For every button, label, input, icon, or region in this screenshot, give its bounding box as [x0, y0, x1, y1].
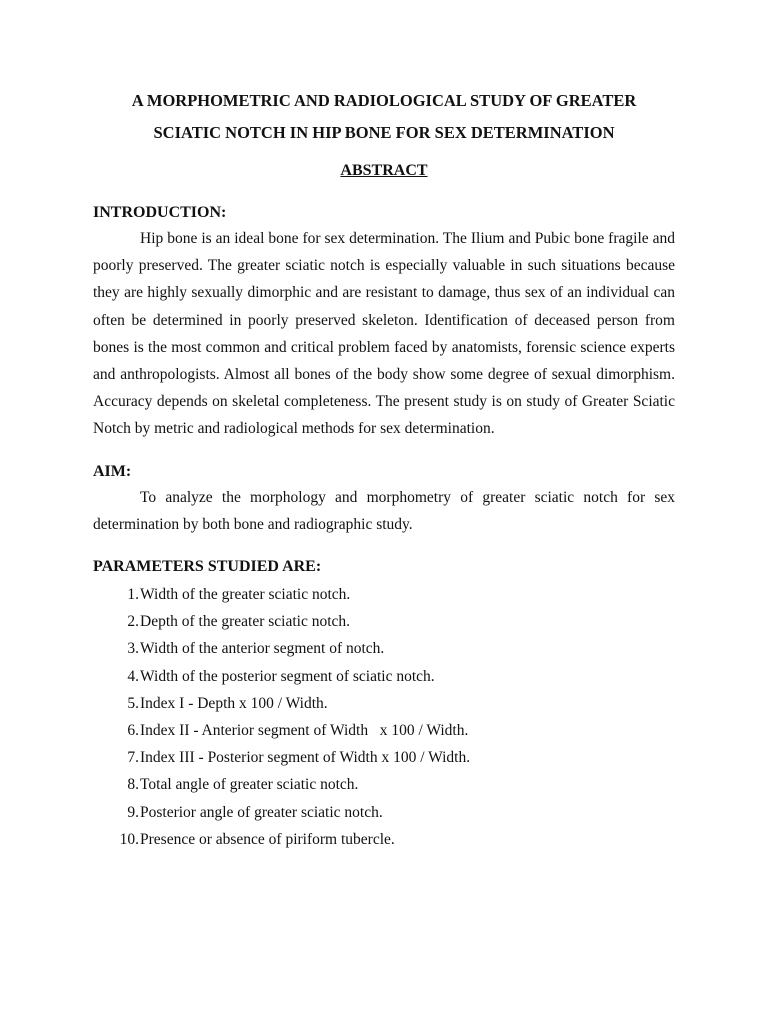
list-item-number: 6.: [127, 722, 139, 740]
list-item-number: 7.: [127, 749, 139, 767]
list-item: [93, 826, 675, 853]
abstract-heading: ABSTRACT: [340, 162, 428, 179]
list-item-number: 10.: [119, 830, 139, 848]
paper-title-line-1: A MORPHOMETRIC AND RADIOLOGICAL STUDY OF GREATER: [131, 91, 637, 110]
list-item-number: 8.: [127, 776, 139, 794]
paper-title: [93, 85, 675, 149]
list-item-text: Total angle of greater sciatic notch.: [140, 776, 359, 794]
introduction-paragraph: Hip bone is an ideal bone for sex determination. The Ilium and Pubic bone fragile and poorly preserved. The greater sciatic notch is especially valuable in such situations because they are highly sexually dimorphic and are resistant to damage, thus sex of an individual can often be determined in poorly preserved skeleton. Identification of deceased person from bones is the most common and critical problem faced by anatomists, forensic science experts and anthropologists. Almost all bones of the body show some degree of sexual dimorphism. Accuracy depends on skeletal completeness. The present study is on study of Greater Sciatic Notch by metric and radiological methods for sex determination.: [93, 230, 675, 438]
list-item-text: Presence or absence of piriform tubercle.: [140, 830, 395, 848]
list-item-number: 9.: [127, 803, 139, 821]
list-item: [93, 771, 675, 798]
list-item-number: 5.: [127, 694, 139, 712]
parameters-list: [93, 581, 675, 853]
list-item-text: Width of the anterior segment of notch.: [140, 640, 385, 658]
list-item-text: Index II - Anterior segment of Width x 100 / Width.: [140, 722, 469, 740]
list-item: [93, 690, 675, 717]
list-item-number: 4.: [127, 667, 139, 685]
list-item-number: 2.: [127, 613, 139, 631]
list-item-text: Index III - Posterior segment of Width x 100 / Width.: [140, 749, 471, 767]
list-item-text: Posterior angle of greater sciatic notch.: [140, 803, 383, 821]
introduction-heading: INTRODUCTION:: [93, 204, 227, 221]
list-item-text: Depth of the greater sciatic notch.: [140, 613, 351, 631]
list-item-number: 1.: [127, 586, 139, 604]
list-item: [93, 744, 675, 771]
list-item: [93, 717, 675, 744]
list-item: [93, 663, 675, 690]
parameters-heading: PARAMETERS STUDIED ARE:: [93, 558, 322, 576]
list-item-number: 3.: [127, 640, 139, 658]
list-item: [93, 581, 675, 608]
list-item: [93, 608, 675, 635]
paper-title-line-2: SCIATIC NOTCH IN HIP BONE FOR SEX DETERMINATION: [153, 123, 615, 142]
list-item-text: Width of the posterior segment of sciatic notch.: [140, 667, 435, 685]
aim-paragraph: To analyze the morphology and morphometry of greater sciatic notch for sex determination by both bone and radiographic study.: [93, 488, 675, 533]
list-item-text: Index I - Depth x 100 / Width.: [140, 694, 328, 712]
list-item: [93, 799, 675, 826]
aim-heading: AIM:: [93, 462, 132, 480]
list-item: [93, 635, 675, 662]
list-item-text: Width of the greater sciatic notch.: [140, 586, 351, 604]
